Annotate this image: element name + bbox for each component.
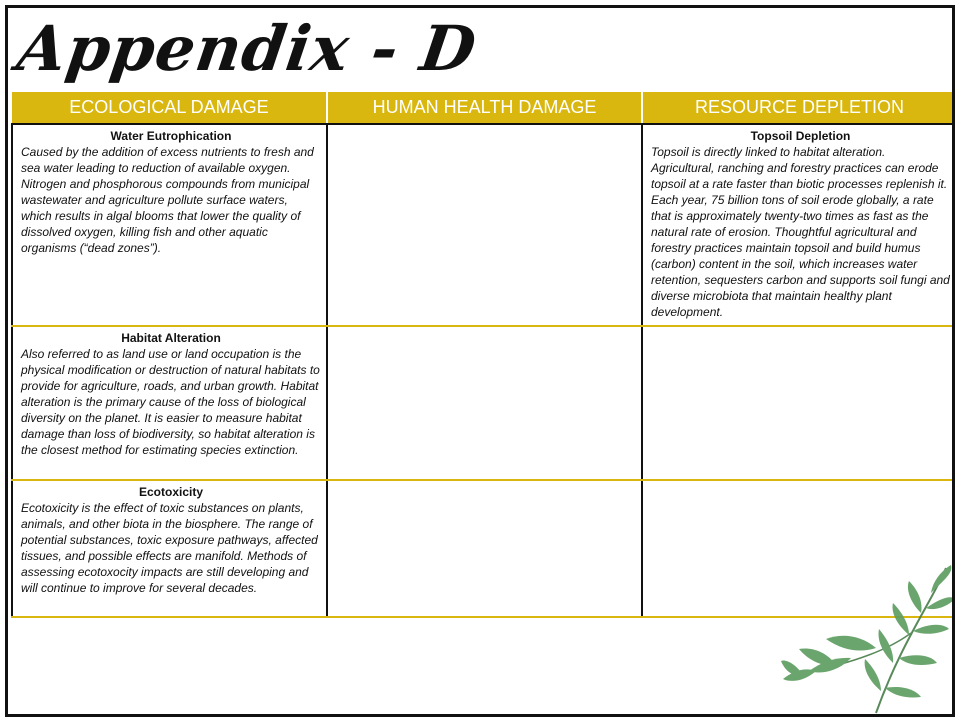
cell-body: Caused by the addition of excess nutrients to fresh and sea water leading to reduction of available oxygen. Nitrogen and phosphorous compounds from municipal wastewater and agriculture pollute surface waters, which results in algal blooms that lower the quality of dissolved oxygen, killing fish and other aquatic organisms (“dead zones”).: [21, 145, 314, 255]
cell-title: Water Eutrophication: [110, 129, 232, 143]
table-row: [12, 124, 955, 326]
cell-title: Ecotoxicity: [138, 485, 204, 499]
table-cell: [12, 124, 327, 326]
slide: [5, 5, 955, 717]
column-header-resource: RESOURCE DEPLETION: [642, 92, 955, 124]
leaf-branch-icon: [781, 563, 955, 717]
header-row: [12, 92, 955, 124]
table-cell: [327, 480, 642, 617]
table-cell: [12, 480, 327, 617]
table-row: [12, 326, 955, 480]
appendix-table: [11, 92, 955, 618]
page-title: Appendix - D: [12, 12, 482, 85]
table-cell: [642, 326, 955, 480]
table-cell: [642, 124, 955, 326]
table-cell: [12, 326, 327, 480]
table-cell: [327, 124, 642, 326]
cell-title: Habitat Alteration: [121, 331, 221, 345]
cell-body: Ecotoxicity is the effect of toxic substances on plants, animals, and other biota in the biosphere. The range of potential substances, toxic exposure pathways, affected tissues, and possible effects are manifold. Methods of assessing ecotoxocity impacts are still developing and will continue to improve for several decades.: [21, 501, 318, 595]
cell-title: Topsoil Depletion: [750, 129, 851, 143]
column-header-human-health: HUMAN HEALTH DAMAGE: [327, 92, 642, 124]
table-cell: [327, 326, 642, 480]
cell-body: Also referred to as land use or land occupation is the physical modification or destruction of natural habitats to provide for agriculture, roads, and urban growth. Habitat alteration is the primary cause of the loss of biological diversity on the planet. It is easier to measure habitat damage than loss of biodiversity, so habitat alteration is the closest method for estimating species extinction.: [21, 347, 320, 457]
column-header-ecological: ECOLOGICAL DAMAGE: [12, 92, 327, 124]
cell-body: Topsoil is directly linked to habitat alteration. Agricultural, ranching and forestry practices can erode topsoil at a rate faster than biotic processes replenish it. Each year, 75 billion tons of soil erode globally, a rate that is approximately twenty-two times as fast as the natural rate of erosion. Thoughtful agricultural and forestry practices maintain topsoil and build humus (carbon) content in the soil, which increases water retention, sequesters carbon and supports soil fungi and diverse microbiota that maintain healthy plant development.: [651, 145, 950, 319]
